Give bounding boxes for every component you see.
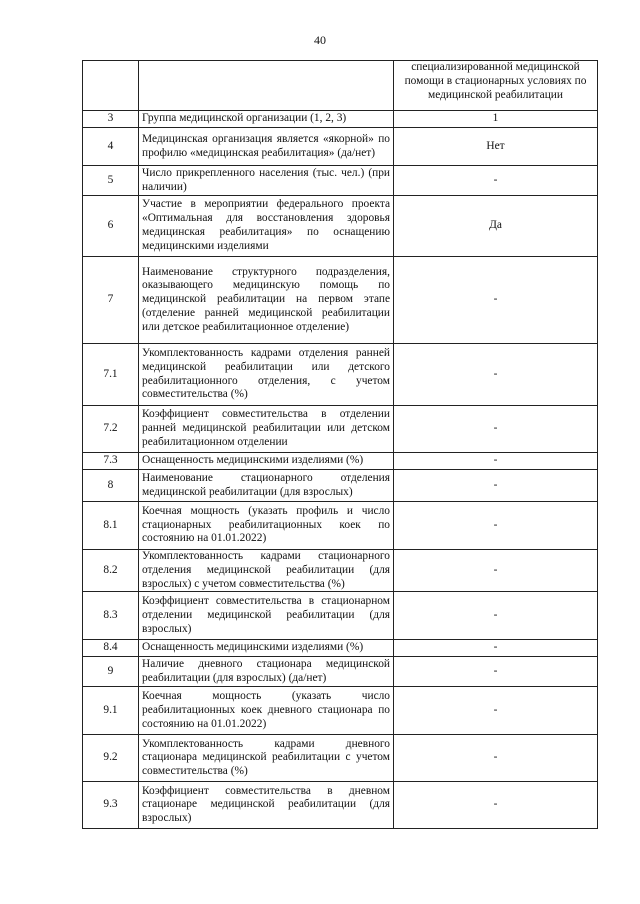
- table-row: [83, 453, 598, 470]
- parameter-name: Оснащенность медицинскими изделиями (%): [139, 453, 394, 470]
- table-row: [83, 592, 598, 640]
- rehabilitation-parameters-table: [82, 60, 598, 829]
- parameter-value: -: [394, 470, 598, 502]
- parameter-value: -: [394, 735, 598, 782]
- table-row: [83, 344, 598, 406]
- row-number: 9.2: [83, 735, 139, 782]
- row-number: 6: [83, 196, 139, 257]
- table-row: [83, 550, 598, 592]
- parameter-value: -: [394, 344, 598, 406]
- parameter-name: Укомплектованность кадрами дневного стационара медицинской реабилитации с учетом совместительства (%): [139, 735, 394, 782]
- parameter-name: Коечная мощность (указать профиль и число стационарных реабилитационных коек по состоянию на 01.01.2022): [139, 502, 394, 550]
- parameter-value: -: [394, 406, 598, 453]
- parameter-name: Наименование стационарного отделения медицинской реабилитации (для взрослых): [139, 470, 394, 502]
- parameter-value: -: [394, 657, 598, 687]
- row-number: 8: [83, 470, 139, 502]
- page-number: 40: [314, 33, 326, 47]
- parameter-name: Медицинская организация является «якорной» по профилю «медицинская реабилитация» (да/нет): [139, 128, 394, 166]
- table-row: [83, 111, 598, 128]
- parameter-value: -: [394, 550, 598, 592]
- table-row: [83, 196, 598, 257]
- table-row: [83, 687, 598, 735]
- table-row: [83, 735, 598, 782]
- parameter-name: Оснащенность медицинскими изделиями (%): [139, 640, 394, 657]
- parameter-name: Наименование структурного подразделения, оказывающего медицинскую помощь по медицинской реабилитации на первом этапе (отделение ранней медицинской реабилитации или детское реабилитационное отделение): [139, 257, 394, 344]
- row-number: 8.3: [83, 592, 139, 640]
- row-number: [83, 61, 139, 111]
- parameter-value: Да: [394, 196, 598, 257]
- parameter-value: специализированной медицинской помощи в стационарных условиях по медицинской реабилитации: [394, 61, 598, 111]
- parameter-value: -: [394, 640, 598, 657]
- parameter-value: -: [394, 257, 598, 344]
- parameter-name: Укомплектованность кадрами отделения ранней медицинской реабилитации или детского реабилитационного отделения, с учетом совместительства (%): [139, 344, 394, 406]
- row-number: 8.4: [83, 640, 139, 657]
- parameter-value: -: [394, 166, 598, 196]
- row-number: 9: [83, 657, 139, 687]
- parameter-name: [139, 61, 394, 111]
- row-number: 7.1: [83, 344, 139, 406]
- row-number: 4: [83, 128, 139, 166]
- row-number: 7.2: [83, 406, 139, 453]
- parameter-value: -: [394, 687, 598, 735]
- row-number: 7.3: [83, 453, 139, 470]
- table-row: [83, 166, 598, 196]
- table-row: [83, 782, 598, 829]
- parameter-name: Группа медицинской организации (1, 2, 3): [139, 111, 394, 128]
- parameter-name: Коечная мощность (указать число реабилитационных коек дневного стационара по состоянию на 01.01.2022): [139, 687, 394, 735]
- parameter-name: Наличие дневного стационара медицинской реабилитации (для взрослых) (да/нет): [139, 657, 394, 687]
- table-row: [83, 257, 598, 344]
- parameter-name: Коэффициент совместительства в отделении ранней медицинской реабилитации или детском реабилитационном отделении: [139, 406, 394, 453]
- parameter-name: Участие в мероприятии федерального проекта «Оптимальная для восстановления здоровья медицинская реабилитация» по оснащению медицинскими изделиями: [139, 196, 394, 257]
- row-number: 9.3: [83, 782, 139, 829]
- table-row: [83, 502, 598, 550]
- parameter-value: -: [394, 502, 598, 550]
- parameter-value: -: [394, 782, 598, 829]
- table-row: [83, 657, 598, 687]
- row-number: 7: [83, 257, 139, 344]
- parameter-name: Коэффициент совместительства в дневном стационаре медицинской реабилитации (для взрослых): [139, 782, 394, 829]
- table-row: [83, 406, 598, 453]
- row-number: 8.1: [83, 502, 139, 550]
- table-row: [83, 640, 598, 657]
- table-row: [83, 61, 598, 111]
- parameter-name: Число прикрепленного населения (тыс. чел.) (при наличии): [139, 166, 394, 196]
- table-row: [83, 470, 598, 502]
- parameter-name: Коэффициент совместительства в стационарном отделении медицинской реабилитации (для взрослых): [139, 592, 394, 640]
- parameter-value: -: [394, 592, 598, 640]
- row-number: 9.1: [83, 687, 139, 735]
- table-row: [83, 128, 598, 166]
- row-number: 5: [83, 166, 139, 196]
- parameter-value: Нет: [394, 128, 598, 166]
- parameter-value: 1: [394, 111, 598, 128]
- row-number: 3: [83, 111, 139, 128]
- parameter-name: Укомплектованность кадрами стационарного отделения медицинской реабилитации (для взрослых) с учетом совместительства (%): [139, 550, 394, 592]
- parameter-value: -: [394, 453, 598, 470]
- row-number: 8.2: [83, 550, 139, 592]
